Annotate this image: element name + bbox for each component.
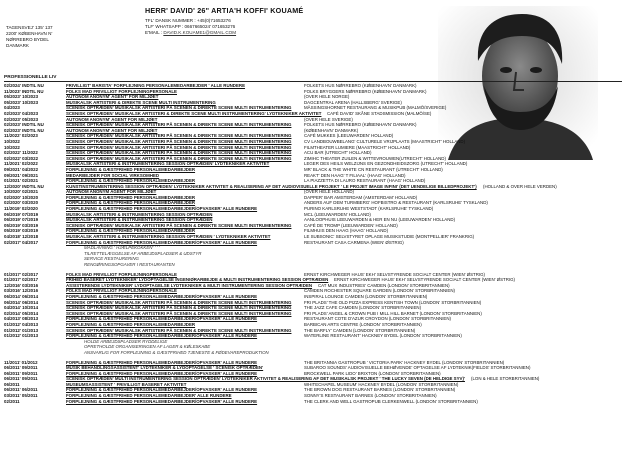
experience-date: 06/2019' 07/2019: [4, 217, 39, 223]
experience-date: 01/2021' 02/2021: [4, 178, 39, 184]
duty-note: OPRETHOLDE ORGANISERINGEN AF LAGER & KØLESKABE: [84, 344, 211, 350]
experience-title: SCENISK OPTRÆDEN' MUSIKALSK ARTISTERI PÅ SCENEN & DIREKTE SCENE MULTI INSTRUMENTERING: [66, 144, 292, 150]
experience-venue: (KØBENHAVN' DANMARK): [304, 127, 359, 133]
email-line: [145, 30, 236, 36]
experience-title: FRIVILLIGT' BARISTA' FORPLEJNING PERSONALEMEDARBEJDER ' ALLE RUNDERE: [66, 83, 246, 88]
experience-title: FORPLEJNING & GÆSTFRIHED PERSONALEMEDARBEJDER' ALLE RUNDERE: [66, 393, 232, 399]
experience-date: 02/2011: [4, 398, 20, 404]
experience-date: 02/2022' 11/2022: [4, 150, 38, 156]
experience-date: 05/2023' 10/2023: [4, 94, 39, 100]
phone-whatsapp: TLF' WHATSAPP : 0667665024' 071653276: [145, 24, 236, 29]
experience-date: 01/2012' 01/2013: [4, 327, 39, 333]
experience-title: SCENISK OPTRÆDEN' MUSIKALSK ARTISTERI PÅ SCENEN & DIREKTE SCENE MULTI INSTRUMENTERING: [66, 222, 292, 228]
experience-venue: BROCKWELL PARK LIDO' BRIXTON (LONDON' STORBRITANNIEN): [304, 370, 441, 376]
experience-date: 02/2014' 05/2014: [4, 310, 39, 316]
address-line: 2200' KØBENHAVN N': [6, 31, 53, 36]
experience-venue: FILMHUIS DEN HAAG (HAAG' HOLLAND): [304, 228, 389, 234]
experience-venue: WHITECHAPEL MUSEUM' HACKNEY BYDEL (LONDON' STORBRITANNIEN): [304, 381, 459, 387]
experience-venue: (LON & HELE STORBRITANNIEN): [471, 376, 540, 382]
experience-venue: DAPPER' BAR AMSTERDAM (AMSTERDAM' HOLLAND): [304, 194, 418, 200]
experience-date: 12/2020' INDTIL NU: [4, 183, 44, 189]
experience-venue: CV LANDBOUWBELANG' CULTURELE VRIJPLAATS (MAASTRICHT' HOLLAND): [304, 138, 466, 144]
experience-title: FORPLEJNING & GÆSTFRIHED PERSONALEMEDARBEJDER: [66, 321, 196, 327]
experience-title: FORPLEJNING & GÆSTFRIHED PERSONALEMEDARBEJDER: [66, 194, 196, 200]
experience-title: MUSEUMSASSISTENT ' FRIVILLIGT BASERET AKTIVITET: [66, 381, 187, 387]
experience-date: 10/2020' 02/2021: [4, 189, 39, 195]
experience-venue: MÄSSINGSHORNET RESTAURANG & MUSIKPUB (MALMÖ/SVERIGE): [304, 105, 447, 111]
experience-date: 02/2024' INDTIL NU: [4, 83, 44, 88]
experience-date: 09/2021' 04/2022: [4, 166, 39, 172]
experience-venue: THE JAZZ CAFE CAMDEN (LONDON' STORBRITANNIEN): [304, 305, 422, 311]
experience-title: SCENISK OPTRÆDEN' MUSIKALSK ARTISTERI PÅ SCENEN & DIREKTE SCENE MULTI INSTRUMENTERING: [66, 155, 292, 161]
experience-venue: LA PIAZZETTA DI LAURO RESTAURANT (HAAG' HOLLAND): [304, 178, 426, 184]
experience-venue: WATERLINE RESTAURANT' HACKNEY BYDEL (LONDON' STORBRITANNIEN): [304, 333, 462, 339]
phone-danish: TFL' DANSK NUMMER : +45(0)71653276: [145, 18, 231, 23]
experience-title: MEDARBEJDER FOR SOCIAL VIRKSOMHED: [66, 172, 160, 178]
experience-venue: LEGER DES HEILS WELZIJNS EN GEZONDHEIDSZORG (UTRECHT' HOLLAND): [304, 161, 468, 167]
experience-venue: FRI PLADS' THE OLD PIZZA EXPRESS KENTISH TOWN (LONDON' STORBRITANNIEN): [304, 299, 482, 305]
experience-date: 06/2014' 06/2014: [4, 299, 39, 305]
experience-venue: REAKT' DEN HAAG' T FILIAAL' (HAAG' HOLLAND): [304, 172, 406, 178]
experience-date: 06/2011' 09/2011: [4, 365, 38, 371]
experience-date: 04/2013' 08/2013: [4, 316, 39, 322]
experience-date: 01/2012' 04/2013: [4, 321, 39, 327]
experience-date: 02/2023' INDTIL NU: [4, 127, 44, 133]
section-divider: [4, 81, 622, 82]
experience-venue: PURINO KARLSRUHE WESTSTADT (KARLSRUHE' TYSKLAND): [304, 206, 434, 212]
experience-venue: THE BARFLY' CAMDEN (LONDON' STORBRITANNIEN): [304, 327, 416, 333]
experience-venue: ERNST KIRCHWEGER HAUS' EKH' SELVSTYRENDE SOCIALT CENTER (WIEN' ØSTRIG): [304, 271, 486, 277]
experience-title: AUTONOM ANONYM' AGENT' FOR MILJØET: [66, 94, 159, 100]
experience-venue: FOLKETS HUS NØRREBRO (KØBENHAVN' DANMARK): [304, 122, 417, 128]
experience-title: SCENISK OPTRÆDEN' MUSIKALSK ARTISTERI PÅ SCENEN & DIREKTE SCENE MULTI INSTRUMENTERING: [66, 138, 292, 144]
experience-venue: CAMDEN ROCHESTER SQUARE GARDEN (LONDON' STORBRITANNIEN): [304, 288, 455, 294]
experience-date: 04/2014' 10/2014: [4, 305, 39, 311]
experience-title: SCENISK OPTRÆDEN' MUSIKALSK ARTISTERI PÅ SCENEN & DIREKTE SCENE MULTI INSTRUMENTERING: [66, 327, 292, 333]
experience-title: FORPLEJNING & GÆSTFRIHED PERSONALEMEDARBEJDER/OPVASKER' ALLE RUNDERE: [66, 293, 258, 299]
experience-venue: CAT MUX INDUSTRIES' CAMDEN (LONDON' STORBRITANNIEN): [318, 282, 450, 288]
experience-date: 01/2012' 01/2013: [4, 333, 39, 339]
experience-date: 04/2018' 12/2018: [4, 234, 39, 240]
address-line: TAGENSVEJ' 135' 137: [6, 25, 53, 30]
experience-date: 04/2023: [4, 105, 20, 111]
experience-venue: RESTAURANT CASA CARMENA (WIEN' ØSTRIG): [304, 239, 404, 245]
experience-venue: (HOLLAND & OVER HELE VERDEN): [483, 183, 557, 189]
experience-date: 02/2020' 10/2020: [4, 194, 39, 200]
experience-venue: ZIMIHC THEATER ZUILEN & WITTEVROUWEN(UTRECHT' HOLLAND): [304, 155, 446, 161]
experience-date: 02/2023' 05/2023: [4, 116, 39, 122]
experience-title: SCENISK OPTRÆDEN' MUSIKALSK ARTISTERI PÅ SCENEN & DIREKTE SCENE MULTI INSTRUMENTERING: [66, 310, 292, 316]
experience-title: FORPLEJNING & GÆSTFRIHED PERSONALEMEDARBEJDER: [66, 228, 196, 234]
address-block: [6, 25, 53, 49]
experience-title: MUSIKALSK ARTISTERI & INSTRUMENTERING SESSION OPTRÆDEN: [66, 211, 213, 217]
experience-list: [4, 83, 620, 404]
experience-group-1: [4, 83, 620, 245]
experience-venue: (OVER HELE NORGE): [304, 94, 350, 100]
experience-title: AUTONOM ANONYM' AGENT FOR MILJØET: [66, 127, 158, 133]
experience-venue: CAFÉ DE TROMP (LEEUWARDEN' HOLLAND): [304, 222, 398, 228]
duty-note-row: [4, 350, 620, 356]
experience-title: MUSIKALSK ARTISTERI & DIREKTE SCENE MULTI INSTRUMENTERING: [66, 99, 216, 105]
experience-date: 03/2011' 05/2011: [4, 393, 38, 399]
experience-venue: RESTAURANT COTE D'AZUR CROYDON (LONDON' STORBRITANNIEN): [304, 316, 451, 322]
experience-title: FOLKS MAD FRIVILLIGT FORPLEJNINGPERSONALE: [66, 288, 177, 294]
experience-venue: FOLKETS HUS NØRREBRO (KØBENHAVN' DANMARK): [304, 83, 417, 88]
experience-venue: FOLKS BRYGGERS NØRREBRO (KØBENHAVN' DANMARK): [304, 88, 427, 94]
experience-venue: MCL (LEEUWARDEN' HOLLAND): [304, 211, 371, 217]
experience-date: 05/2019' 03/2019: [4, 228, 39, 234]
experience-venue: ANDERS AUF DEM TURMBERG' HOFBISTRO & RESTAURANT (KARLSRUHE' TYSKLAND): [304, 200, 488, 206]
experience-venue: LE SUBSONIC' SELVSTYRET OPLAGE MUSIKSTUDIE (MONTPELLIER' FRANKRIG): [304, 234, 475, 240]
experience-venue: INSPIRAL LOUNGE CAMDEN (LONDON' STORBRITANNIEN): [304, 293, 428, 299]
experience-title: MUSIKALSK ARTISTERI & INSTRUMENTERING SESSION OPTRÆDEN' LYDTEKNIKER AKTIVITET: [66, 161, 270, 167]
experience-venue: (OVER HELE SVERIGE): [304, 116, 353, 122]
experience-title: ASSISTERENDE LYDTEKNIKER' LYDOPTAGELSE LYDTEKNIKER & MULTI INSTRUMENTERING SESSION OPTRÆDEN: [66, 282, 313, 288]
experience-venue: FRI PLADS' ANGEL & CROWN PUB I MILL HILL BARNET (LONDON' STORBRITANNIEN): [304, 310, 482, 316]
experience-venue: MR' BLACK & THE WHITE CN RESTAURANT (UTRECHT' HOLLAND): [304, 166, 443, 172]
experience-title: FORPLEJNING & GÆSTFRIHED PERSONALEMEDARBEJDER/OPVASKER' ALLE RUNDERE: [66, 370, 258, 376]
email-label: E'MAIL :: [145, 30, 164, 35]
experience-venue: CAFÉ DAVID' SKÅNE STADSMISSION (MALMÖ/SE): [327, 110, 432, 116]
experience-date: 03/2016' 12/2016: [4, 288, 39, 294]
experience-date: 02/2022' 03/2022: [4, 155, 39, 161]
experience-date: 12/2016' 03/2016: [4, 282, 39, 288]
experience-venue: SUBAROO SOUNDS' AUDIOVISUELLE BEHØVENDE' OPTAGELSE AF LYDTEKNIK(FIELDS' STORBRITANNIEN): [304, 365, 531, 371]
experience-date: 11/2019' 02/2020: [4, 206, 38, 212]
duty-note: RENGØRINGSOPGAVER I RESTAURANTEN: [84, 262, 175, 267]
experience-title: FOLKS MAD FRIVILLIGT FORPLEJNINGPERSONALE: [66, 88, 177, 94]
experience-title: FORPLEJNING & GÆSTFRIHED PERSONALEMEDARBEJDER: [66, 178, 196, 184]
experience-venue: AANLOOPHUIS LEEUWARDEN & HER EN NU (LEEUWARDEN' HOLLAND): [304, 217, 456, 223]
experience-title: SCENISK OPTRÆDEN' MULTI INSTRUMENTERING SESSION OPTRÆDEN' LYDTEKNIKER AKTIVITET & REALISERING AF DET MUSIKALSK PROJEKT ' THE LUCKY SEVEN (DE HELDIGE SYV)': [66, 376, 465, 382]
experience-date: 02/2017' 04/2017: [4, 239, 39, 245]
experience-row: [4, 399, 620, 405]
experience-venue: BARBICAN ARTS CENTRE (LONDON' STORBRITANNIEN): [304, 321, 422, 327]
experience-date: 02/2023' 04/2023: [4, 110, 39, 116]
experience-title: AUTONOM ANONYM' AGENT FOR MILJØET: [66, 116, 158, 122]
experience-title: FOLKS MAD FRIVILLIGT FORPLEJNINGPERSONALE: [66, 271, 177, 277]
experience-title: FRIHED BASERET LYDTEKNIKER' LYDOPTAGELSE INGENIØRARBEJDE & MULTI INSTRUMENTERING SESSION OPTRÆDEN: [66, 277, 329, 283]
experience-date: 06/2014' 06/2014: [4, 293, 39, 299]
experience-venue: SONNY'S RESTAURANT BARNES (LONDON' STORBRITANNIEN): [304, 393, 437, 399]
experience-title: MUSIKALSK ARTISTERI & INSTRUMENTERING SESSION OPTRÆDEN: [66, 217, 213, 223]
experience-title: FORPLEJNING & GÆSTFRIHED PERSONALEMEDARBEJDER/OPVASKER' ALLE RUNDERE: [66, 239, 258, 245]
experience-date: 10/2022: [4, 144, 20, 150]
duties-notes-2: [4, 339, 620, 356]
experience-title: FORPLEJNING & GÆSTFRIHED PERSONALEMEDARBEJDER/OPVASKER' ALLE RUNDERE: [66, 206, 258, 212]
experience-venue: CAFÉ MUKKES (LEEUWARDEN' HOLLAND): [304, 133, 394, 139]
experience-title: MUSIKALSK ARTISTERI & INSTRUMENTERING SESSION OPTRÆDEN ' LYDTEKNIKER AKTIVITET: [66, 234, 271, 240]
person-name: HERR' DAVID' 26" ARTIA'H KOFFI' KOUAMÉ: [145, 6, 304, 15]
experience-venue: THE BRITANNIA GASTROPUB ' VICTORIA PARK' HACKNEY BYDEL (LONDON' STORBRITANNIEN): [304, 359, 505, 365]
experience-date: 11/2022' 02/2023: [4, 133, 38, 139]
experience-title: SCENISK OPTRÆDEN' MUSIKALSK ARTISTERI PÅ SCENEN & DIREKTE SCENE MULTI INSTRUMENTERING: [66, 305, 292, 311]
experience-title: FORPLEJNING & GÆSTFRIHED PERSONALEMEDARBEJDER: [66, 166, 196, 172]
experience-date: 02/2023' INDTIL NU: [4, 122, 44, 128]
experience-group-3: [4, 360, 620, 405]
experience-title: MUSIK BEHANDLINGSASSISTENT' LYDTEKNIKER & LYDOPTAGELSE ' SCENISK OPTRÆDEN': [66, 365, 264, 371]
duty-note: ANSVARLIG FOR FORPLEJNING & GÆSTFRIHED TJENESTE & FØDEVAREPRODUKTION: [84, 349, 269, 355]
experience-title: FORPLEJNING & GÆSTFRIHED PERSONALEMEDARBEJDER: [66, 200, 196, 206]
experience-title: SCENISK OPTRÆDEN' MUSIKALSK ARTISTERI PÅ SCENEN & DIREKTE SCENE MULTI INSTRUMENTERING: [66, 105, 292, 111]
experience-date: 05/2019' 03/2019: [4, 222, 39, 228]
experience-title: SCENISK OPTRÆDEN' MUSIKALSK ARTISTERI PÅ SCENEN & DIREKTE SCENE MULTI INSTRUMENTERING: [66, 122, 292, 128]
experience-title: SCENISK OPTRÆDEN' MUSIKALSK ARTISTERI PÅ SCENEN & DIREKTE SCENE MULTI INSTRUMENTERING: [66, 150, 292, 156]
experience-venue: DAGCENTRAL ARENA (HALLSBERG' SVERIGE): [304, 99, 402, 105]
experience-title: FORPLEJNING & GÆSTFRIHED PERSONALEMEDARBEJDER/OPVASKER' ALLE RUNDERE: [66, 359, 258, 365]
experience-venue: FILMTHEATER LUMIERE (MAASTRICHT' HOLLAND): [304, 144, 411, 150]
duty-note: SERVICE RESTAURERING: [84, 256, 139, 262]
experience-date: 06/2019' 07/2019: [4, 211, 39, 217]
experience-title: FORPLEJNING & GÆSTFRIHED PERSONALEMEDARBEJDER/OPVASKER' ALLE RUNDERE: [66, 316, 258, 322]
experience-date: 09/2021' 09/2021: [4, 172, 39, 178]
experience-date: 06/2011: [4, 381, 20, 387]
experience-venue: (OVER HELE HOLLAND): [304, 189, 355, 195]
experience-venue: THE BROWN DOG RESTAURANT BARNES (LONDON' STORBRITANNIEN): [304, 387, 456, 393]
contact-block: [145, 18, 236, 36]
experience-title: SCENISK OPTRÆDEN' MUSIKALSK ARTISTERI PÅ SCENEN & DIREKTE SCENE MULTI INSTRUMENTERING: [66, 299, 292, 305]
duty-note: TILRETTELÆGGELSE AF ARBEJDSPLADSER & UDSTYR: [84, 250, 202, 256]
experience-title: KUNSTINSTRUMENTERING SESSION OPTRÆDEN' LYDTEKNIKER AKTIVITET & REALISERING AF DET AUDIOVISUELLE PROJEKT ' LE PROJET IMAGE INFINI' (DET UENDELIGE BILLEDPROJEKT'): [66, 183, 477, 189]
experience-date: 01/2017' 02/2017: [4, 277, 39, 283]
duty-note-row: [4, 262, 620, 268]
experience-title: AUTONOM ANONYM AGENT FOR MILJØET: [66, 189, 157, 195]
experience-venue: ERNST KIRCHWEGER HAUS' EKH' SELVSTYRENDE SOCIALT CENTER (WIEN' ØSTRIG): [334, 277, 516, 283]
experience-date: 06/2011' 09/2011: [4, 370, 38, 376]
experience-group-2: [4, 272, 620, 339]
experience-date: 06/2011' 09/2011: [4, 376, 38, 382]
experience-title: SCENISK OPTRÆDEN' MUSIKALSK ARTISTERI PÅ SCENEN & DIREKTE SCENE MULTI INSTRUMENTERING: [66, 133, 292, 139]
experience-date: 10/2022: [4, 138, 20, 144]
experience-venue: ACU BAR (UTRECHT' HOLLAND): [304, 150, 372, 156]
experience-title: FORPLEJNING & GÆSTFRIHED PERSONALEMEDARBEJDER/OPVASKER' ALLE RUNDERE: [66, 333, 258, 339]
section-heading: PROFESSIONELLE LIV: [4, 75, 57, 80]
experience-title: SCENISK OPTRÆDEN' MUSIKALSK ARTISTERI & DIREKTE SCENE MULTI INSTRUMENTERING' LYDTEKNIKER AKTIVITET: [66, 110, 322, 116]
experience-title: FORPLEJNING & GÆSTFRIHED PERSONALEMEDARBEJDER/OPVASKER' ALLE RUNDERE: [66, 398, 258, 404]
experience-venue: THE CLERK AND WELL GASTROPUB CLERKENWELL (LONDON' STORBRITANNIEN): [304, 398, 478, 404]
experience-date: 11/2023' INDTIL NU: [4, 88, 44, 94]
duties-notes-1: [4, 245, 620, 267]
experience-date: 02/2020' 03/2020: [4, 200, 39, 206]
experience-date: 01/2017' 02/2017: [4, 271, 39, 277]
experience-title: FORPLEJNING & GÆSTFRIHED PERSONALEMEDARBEJDER/OPVASKER' ALLE RUNDERE: [66, 387, 258, 393]
duty-note: HOLDE ARBEJDSPLADSER RYDDELIGE: [84, 338, 168, 344]
email-link[interactable]: DAVID.K.KOUAME1@GMAIL.COM: [163, 30, 237, 35]
duty-note: MADLAVNING ' HJÆLPEKOKKEN' ' ' ': [84, 245, 160, 251]
experience-date: 11/2011' 01/2012: [4, 359, 38, 365]
experience-date: 05/2023' 10/2023: [4, 99, 39, 105]
experience-date: 06/2011' 06/2011: [4, 387, 38, 393]
experience-date: 11/2021' 02/2022: [4, 161, 38, 167]
address-line: DANMARK: [6, 43, 29, 48]
address-line: NØRREBRO BYDEL: [6, 37, 49, 42]
